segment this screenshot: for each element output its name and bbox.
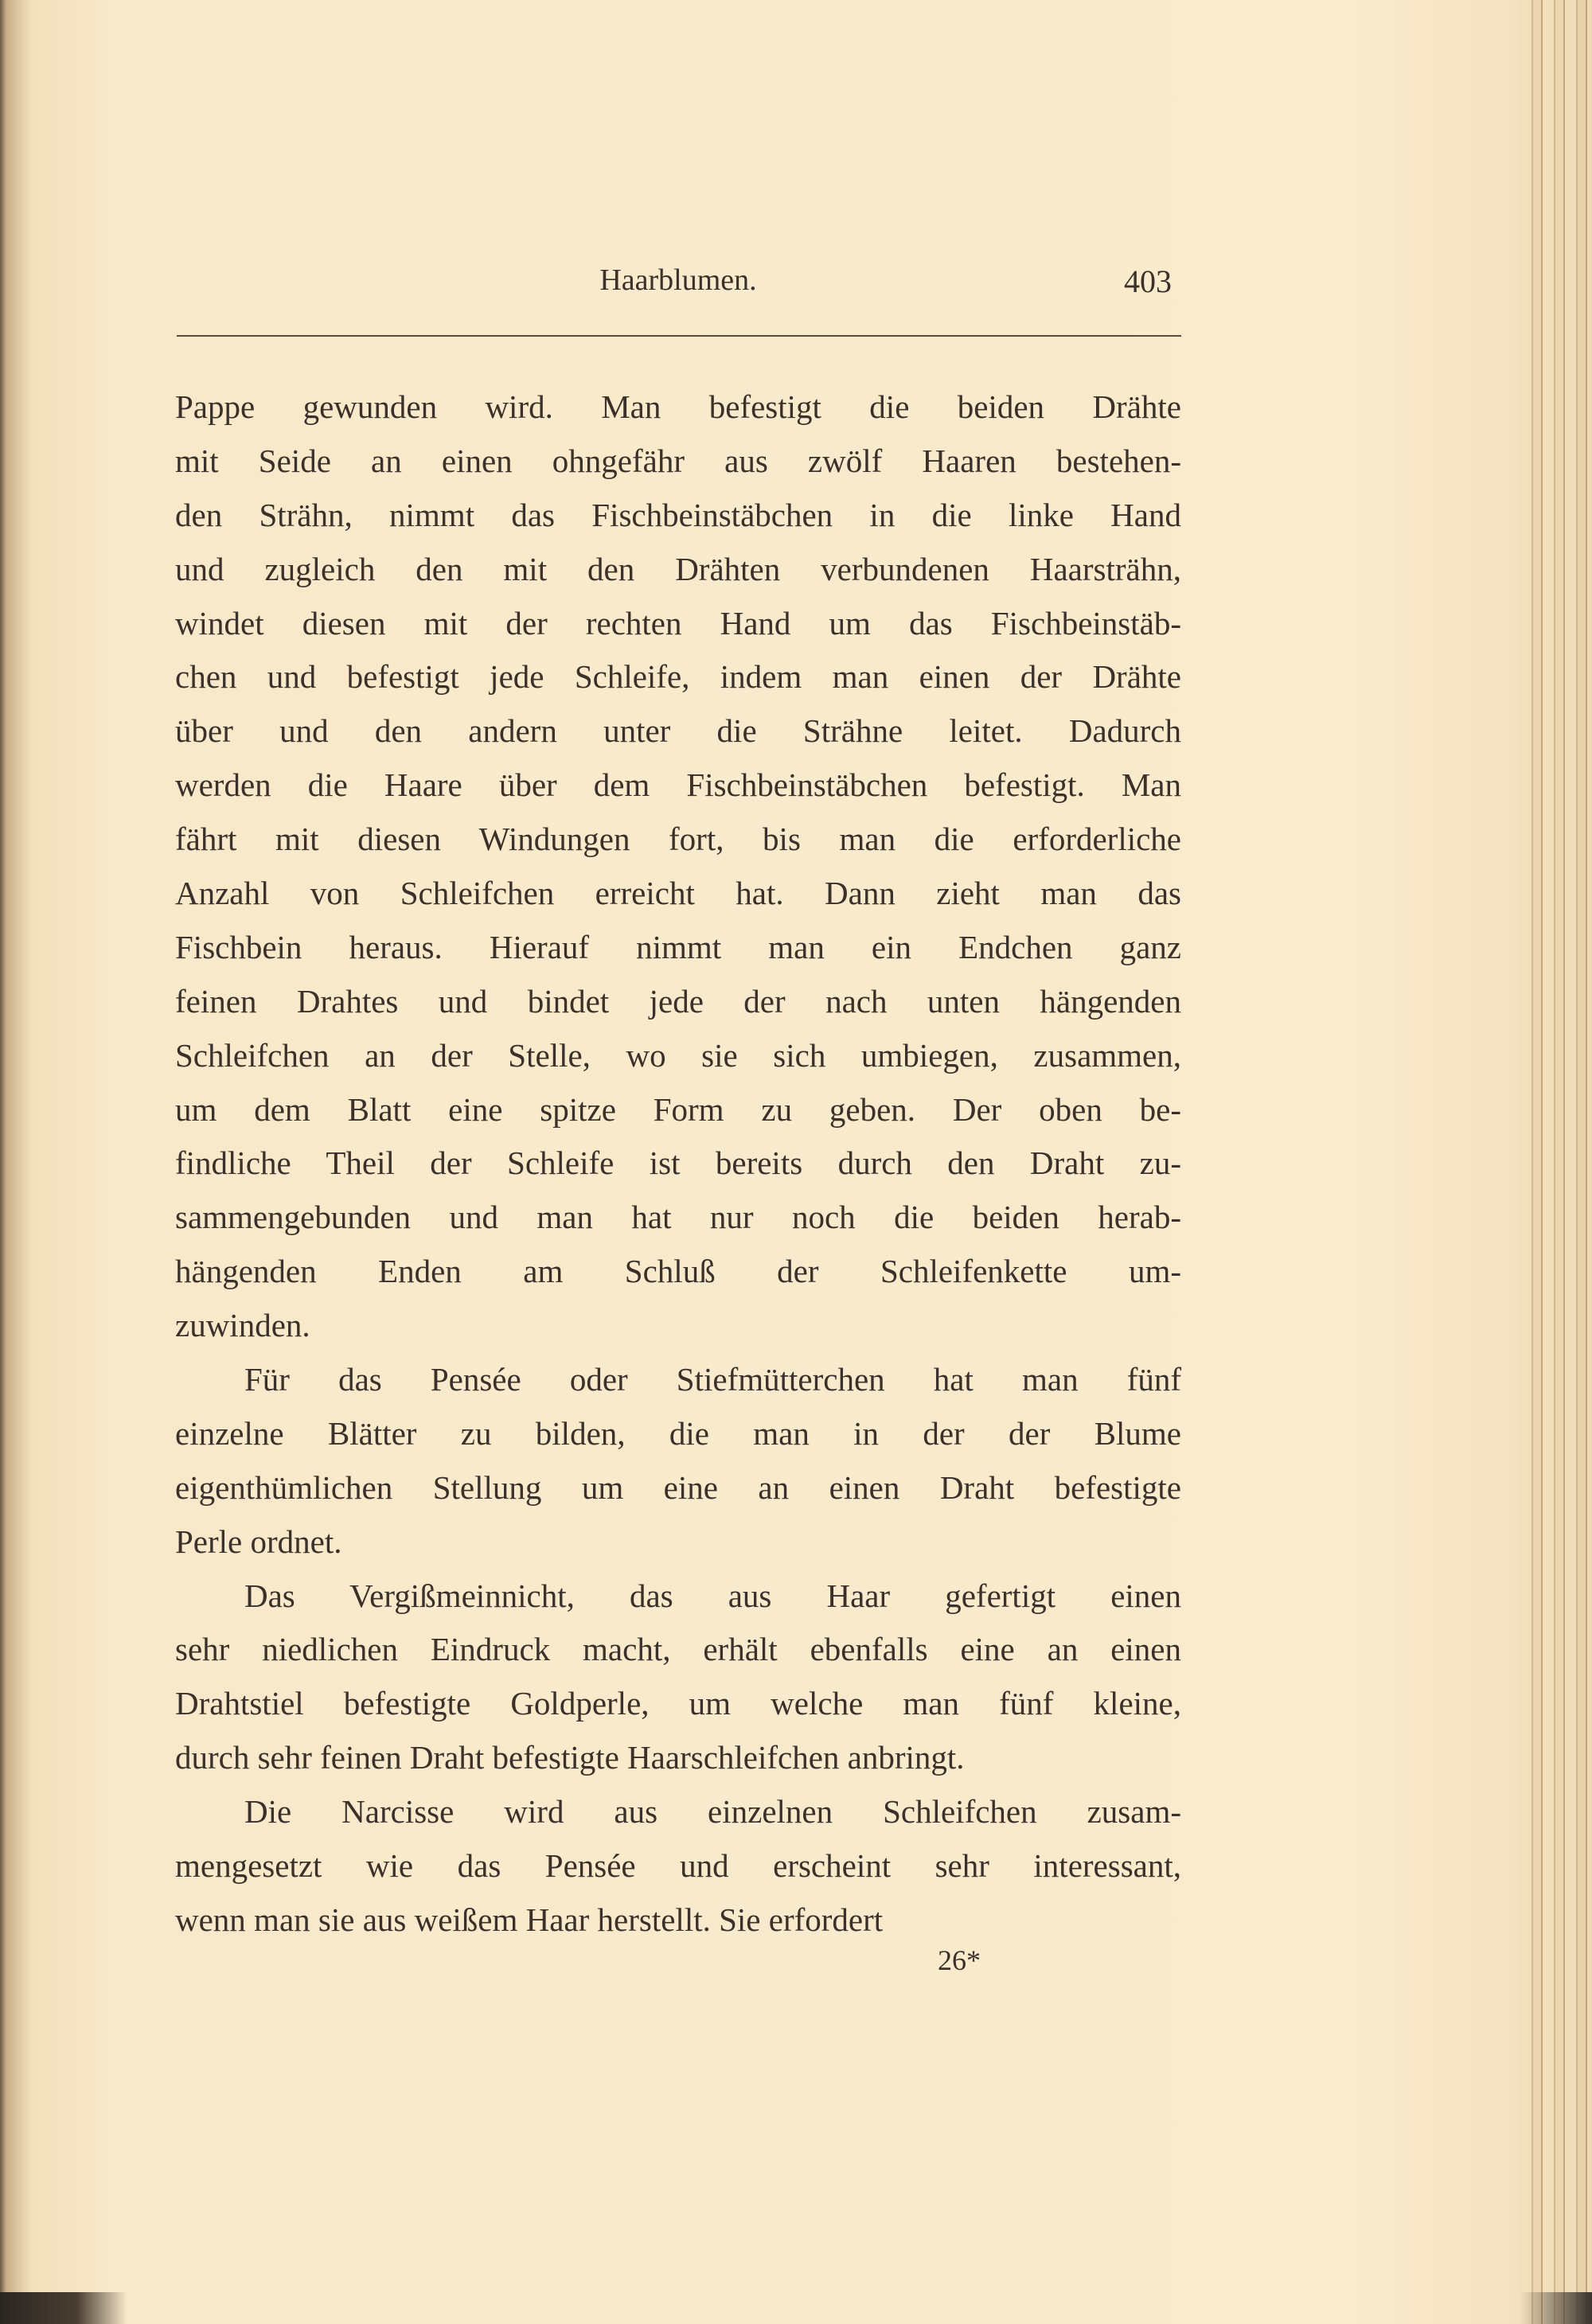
text-line: durch sehr feinen Draht befestigte Haarschleifchen anbringt. <box>175 1739 965 1776</box>
text-line: Die Narcisse wird aus einzelnen Schleifchen zusam- <box>244 1793 1181 1831</box>
body-text <box>175 380 1181 1948</box>
text-line: um dem Blatt eine spitze Form zu geben. Der oben be- <box>175 1090 1181 1128</box>
page-number: 403 <box>1124 263 1172 299</box>
text-line: Das Vergißmeinnicht, das aus Haar gefertigt einen <box>244 1577 1181 1614</box>
text-line: Pappe gewunden wird. Man befestigt die beiden Drähte <box>175 388 1181 425</box>
text-line: hängenden Enden am Schluß der Schleifenkette um- <box>175 1253 1181 1290</box>
text-line: mengesetzt wie das Pensée und erscheint sehr interessant, <box>175 1847 1181 1885</box>
text-line: Anzahl von Schleifchen erreicht hat. Dann zieht man das <box>175 875 1181 912</box>
scan-shadow-left <box>0 2292 127 2324</box>
text-line: Fischbein heraus. Hierauf nimmt man ein Endchen ganz <box>175 928 1181 965</box>
text-line: feinen Drahtes und bindet jede der nach unten hängenden <box>175 982 1181 1020</box>
text-line: zuwinden. <box>175 1307 310 1344</box>
text-line: findliche Theil der Schleife ist bereits durch den Draht zu- <box>175 1144 1181 1182</box>
text-line: sehr niedlichen Eindruck macht, erhält ebenfalls eine an einen <box>175 1631 1181 1668</box>
page-header <box>175 263 1181 310</box>
text-line: chen und befestigt jede Schleife, indem man einen der Drähte <box>175 658 1181 696</box>
text-line: Perle ordnet. <box>175 1523 342 1560</box>
page-edges <box>1520 0 1592 2324</box>
text-line: und zugleich den mit den Drähten verbundenen Haarsträhn, <box>175 550 1181 587</box>
text-line: einzelne Blätter zu bilden, die man in der der Blume <box>175 1414 1181 1452</box>
header-rule <box>177 335 1181 337</box>
running-title: Haarblumen. <box>599 263 757 297</box>
text-line: Für das Pensée oder Stiefmütterchen hat man fünf <box>244 1361 1181 1398</box>
text-line: mit Seide an einen ohngefähr aus zwölf Haaren bestehen- <box>175 442 1181 479</box>
text-line: sammengebunden und man hat nur noch die beiden herab- <box>175 1199 1181 1236</box>
text-line: den Strähn, nimmt das Fischbeinstäbchen in die linke Hand <box>175 496 1181 533</box>
text-line: Drahtstiel befestigte Goldperle, um welche man fünf kleine, <box>175 1685 1181 1722</box>
text-line: Schleifchen an der Stelle, wo sie sich umbiegen, zusammen, <box>175 1036 1181 1074</box>
scan-shadow-right <box>1520 2292 1592 2324</box>
text-line: eigenthümlichen Stellung um eine an einen Draht befestigte <box>175 1468 1181 1506</box>
text-line: über und den andern unter die Strähne leitet. Dadurch <box>175 712 1181 750</box>
text-line: fährt mit diesen Windungen fort, bis man die erforderliche <box>175 821 1181 858</box>
text-line: wenn man sie aus weißem Haar herstellt. Sie erfordert <box>175 1901 884 1938</box>
signature-mark: 26* <box>938 1944 981 1976</box>
text-line: windet diesen mit der rechten Hand um das Fischbeinstäb- <box>175 604 1181 641</box>
text-line: werden die Haare über dem Fischbeinstäbchen befestigt. Man <box>175 766 1181 804</box>
